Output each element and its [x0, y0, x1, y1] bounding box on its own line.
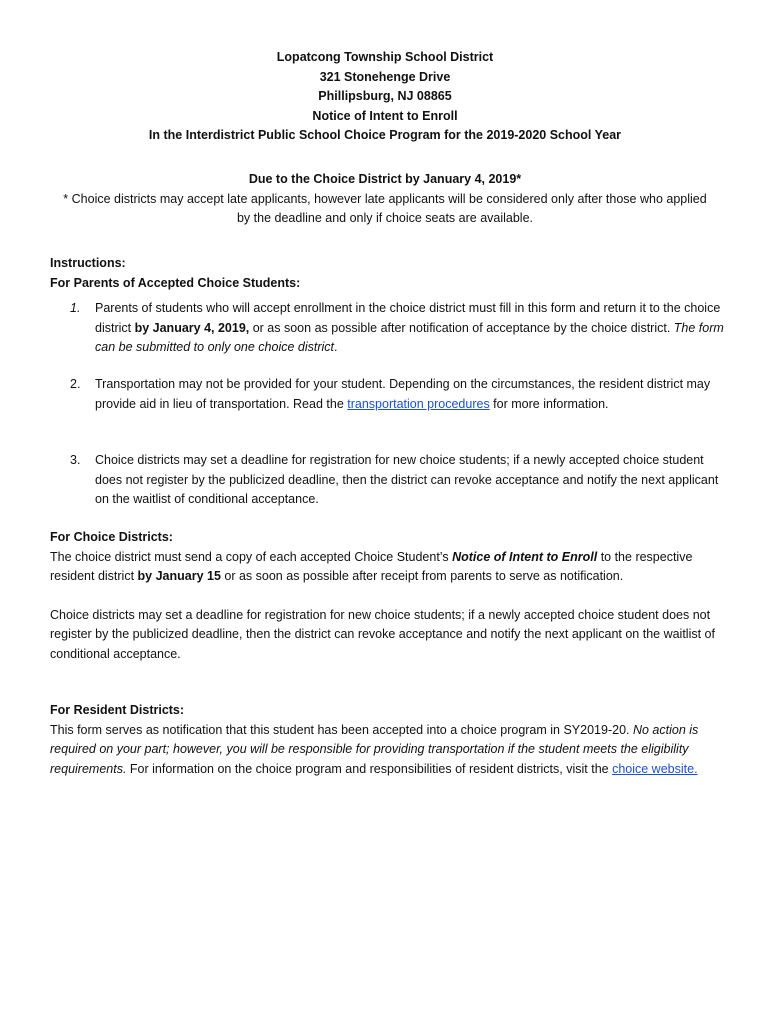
list-item-text: Choice districts may set a deadline for registration for new choice students; if a newly accepted choice student does not register by the publicized deadline, then the district can revoke acceptance and notify the next applicant on the waitlist of conditional acceptance.: [95, 453, 719, 506]
due-date-title: Due to the Choice District by January 4, 2019*: [248, 172, 522, 186]
list-item: [70, 299, 730, 358]
transportation-procedures-link[interactable]: transportation procedures: [347, 396, 490, 411]
list-number: 1.: [70, 301, 81, 315]
choice-districts-paragraph-2: Choice districts may set a deadline for registration for new choice students; if a newly accepted choice student does not register by the publicized deadline, then the district can revoke acceptance and notify the next applicant on the waitlist of conditional acceptance.: [50, 607, 715, 661]
instructions-heading: Instructions:: [50, 256, 126, 270]
parents-heading: For Parents of Accepted Choice Students:: [50, 275, 301, 290]
resident-districts-section: [50, 701, 730, 779]
notice-title: Notice of Intent to Enroll: [312, 108, 458, 123]
choice-website-link[interactable]: choice website.: [612, 761, 698, 776]
list-item-text: Parents of students who will accept enrollment in the choice district must fill in this form and return it to the choice district by January 4, 2019, or as soon as possible after notification of acceptance by the choice district. The form can be submitted to only one choice district.: [95, 301, 724, 354]
resident-districts-paragraph: This form serves as notification that this student has been accepted into a choice program in SY2019-20. No action is required on your part; however, you will be responsible for providing transportation if the student meets the eligibility requirements. For information on the choice program and responsibilities of resident districts, visit the choice website.: [50, 722, 699, 776]
late-applicants-note: * Choice districts may accept late applicants, however late applicants will be considered only after those who applied by the deadline and only if choice seats are available.: [63, 191, 707, 225]
list-number: 2.: [70, 377, 81, 391]
due-section: [0, 170, 770, 229]
choice-districts-section: [50, 528, 730, 664]
list-number: 3.: [70, 453, 81, 467]
choice-districts-heading: For Choice Districts:: [50, 530, 173, 544]
district-address-line2: Phillipsburg, NJ 08865: [318, 89, 452, 103]
list-item: [70, 451, 730, 510]
resident-districts-heading: For Resident Districts:: [50, 703, 185, 717]
district-name: Lopatcong Township School District: [276, 50, 494, 64]
district-address-line1: 321 Stonehenge Drive: [319, 69, 451, 84]
program-title: In the Interdistrict Public School Choice Program for the 2019-2020 School Year: [148, 128, 622, 142]
instructions-section: [50, 254, 730, 293]
list-item-text: Transportation may not be provided for your student. Depending on the circumstances, the resident district may provide aid in lieu of transportation. Read the transportation procedures for more information.: [95, 377, 711, 411]
document-header: [0, 48, 770, 146]
choice-districts-paragraph-1: The choice district must send a copy of each accepted Choice Student’s Notice of Intent to Enroll to the respective resident district by January 15 or as soon as possible after receipt from parents to serve as notification.: [50, 549, 693, 583]
list-item: [70, 375, 730, 414]
